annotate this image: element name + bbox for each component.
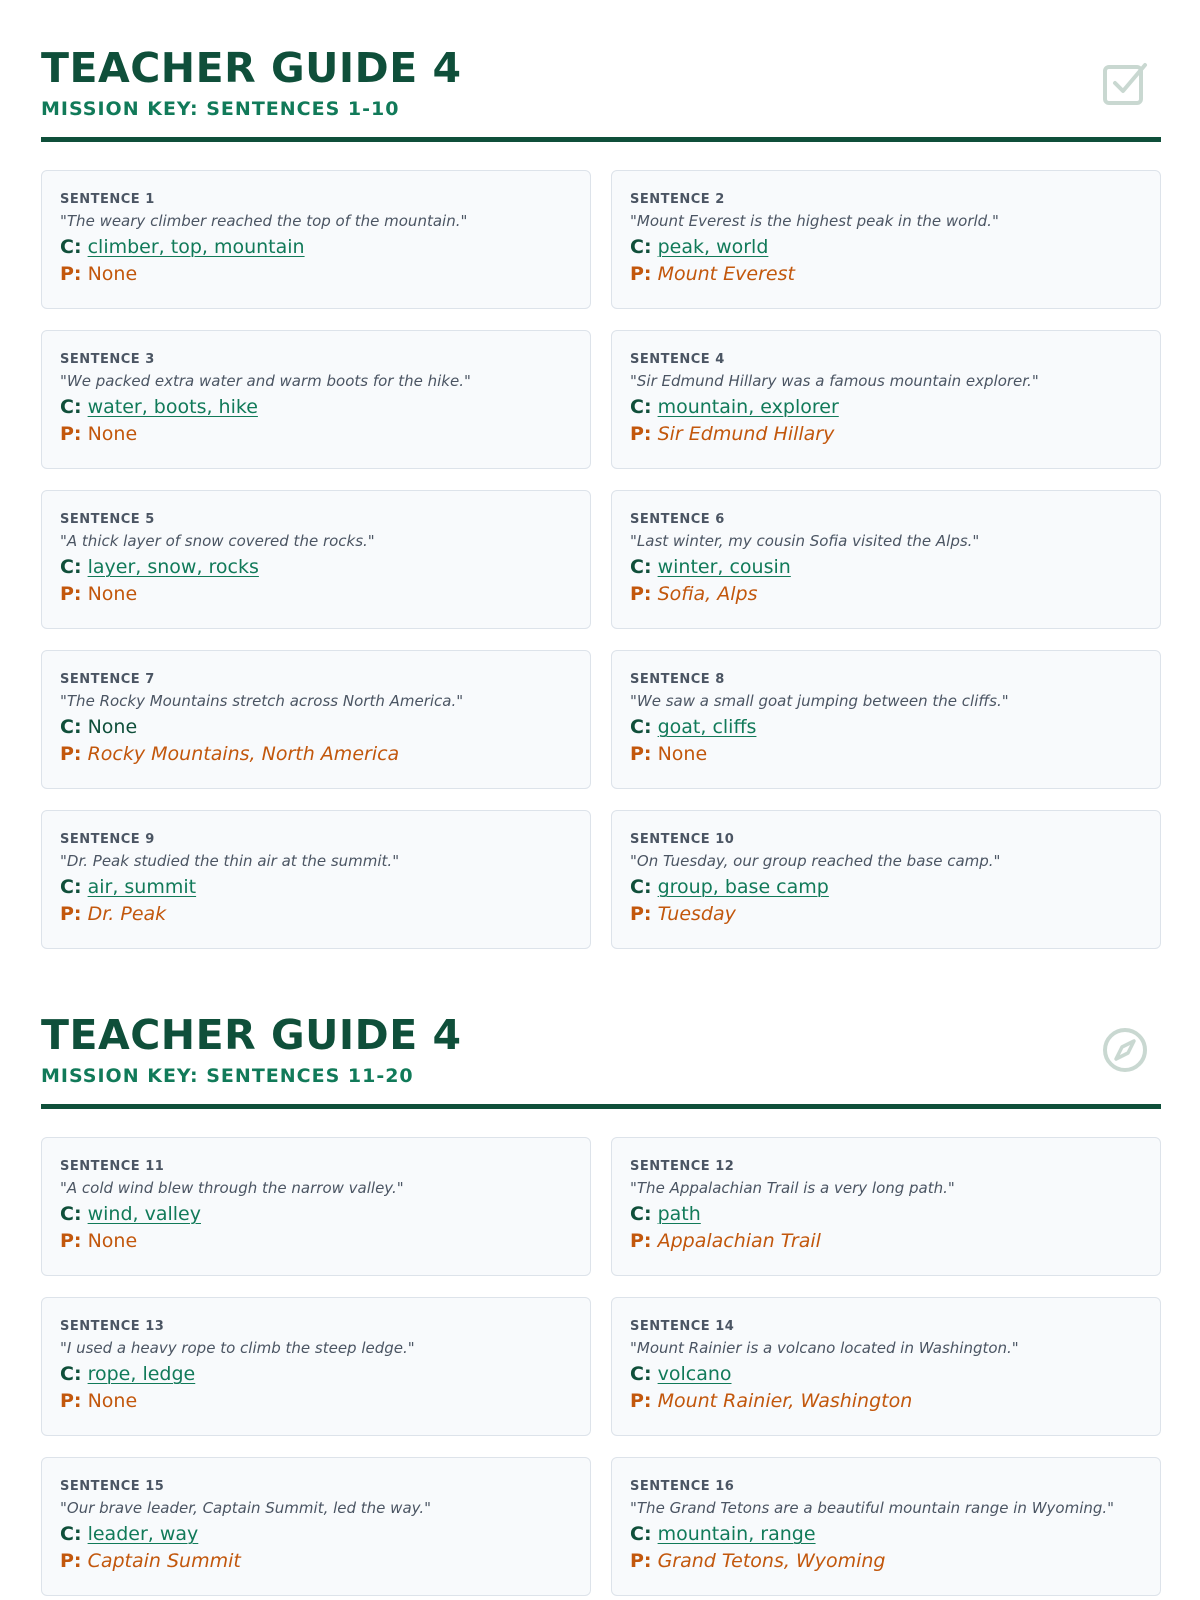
sentence-quote: "Mount Rainier is a volcano located in Washington."	[630, 1339, 1019, 1357]
proper-nouns-tag: P:	[60, 743, 82, 765]
common-nouns-line	[630, 1361, 1142, 1388]
proper-nouns-line	[60, 421, 572, 448]
common-nouns-tag: C:	[630, 1363, 652, 1385]
proper-nouns-line	[630, 421, 1142, 448]
common-nouns-line	[60, 394, 572, 421]
common-nouns-line	[630, 394, 1142, 421]
sentence-label: SENTENCE 1	[60, 192, 155, 207]
sentence-label: SENTENCE 4	[630, 352, 725, 367]
sentence-card	[611, 1457, 1161, 1596]
proper-nouns-tag: P:	[60, 1390, 82, 1412]
sentence-label: SENTENCE 5	[60, 512, 155, 527]
sentence-label: SENTENCE 3	[60, 352, 155, 367]
sentence-card	[41, 650, 591, 789]
common-nouns-line	[60, 1361, 572, 1388]
common-nouns-value: None	[87, 716, 138, 738]
common-nouns-line	[630, 554, 1142, 581]
sentence-quote: "A cold wind blew through the narrow valley."	[60, 1179, 404, 1197]
common-nouns-value: winter, cousin	[657, 556, 791, 578]
sentence-quote: "Dr. Peak studied the thin air at the summit."	[60, 852, 400, 870]
common-nouns-value: water, boots, hike	[87, 396, 258, 418]
common-nouns-value: group, base camp	[657, 876, 829, 898]
sentence-card	[41, 170, 591, 309]
common-nouns-tag: C:	[630, 556, 652, 578]
sentence-quote: "The Grand Tetons are a beautiful mountain range in Wyoming."	[630, 1499, 1115, 1517]
common-nouns-tag: C:	[60, 1363, 82, 1385]
sentence-label: SENTENCE 10	[630, 832, 735, 847]
sentence-quote: "The Rocky Mountains stretch across North America."	[60, 692, 464, 710]
proper-nouns-value: Sofia, Alps	[657, 583, 758, 605]
sentence-label: SENTENCE 15	[60, 1479, 165, 1494]
sentence-card	[611, 330, 1161, 469]
proper-nouns-line	[60, 741, 572, 768]
proper-nouns-line	[60, 1388, 572, 1415]
common-nouns-tag: C:	[60, 396, 82, 418]
common-nouns-tag: C:	[630, 396, 652, 418]
sentence-grid	[41, 170, 1161, 949]
proper-nouns-tag: P:	[630, 1390, 652, 1412]
proper-nouns-line	[630, 581, 1142, 608]
proper-nouns-line	[630, 1548, 1142, 1575]
proper-nouns-line	[60, 1228, 572, 1255]
sentence-card	[41, 1457, 591, 1596]
proper-nouns-tag: P:	[60, 1550, 82, 1572]
proper-nouns-value: Captain Summit	[87, 1550, 241, 1572]
sentence-quote: "Last winter, my cousin Sofia visited the Alps."	[630, 532, 980, 550]
proper-nouns-value: None	[87, 263, 138, 285]
mission-key-subtitle: MISSION KEY: SENTENCES 11-20	[41, 1065, 414, 1087]
sentence-label: SENTENCE 16	[630, 1479, 735, 1494]
proper-nouns-line	[630, 741, 1142, 768]
proper-nouns-value: Mount Everest	[657, 263, 795, 285]
common-nouns-line	[60, 874, 572, 901]
sentence-label: SENTENCE 9	[60, 832, 155, 847]
sentence-quote: "Sir Edmund Hillary was a famous mountain explorer."	[630, 372, 1039, 390]
common-nouns-value: goat, cliffs	[657, 716, 757, 738]
proper-nouns-value: Mount Rainier, Washington	[657, 1390, 913, 1412]
proper-nouns-value: Appalachian Trail	[657, 1230, 821, 1252]
sentence-card	[41, 1297, 591, 1436]
sentence-card	[41, 490, 591, 629]
sentence-label: SENTENCE 13	[60, 1319, 165, 1334]
proper-nouns-tag: P:	[630, 423, 652, 445]
proper-nouns-line	[630, 1228, 1142, 1255]
sentence-quote: "Our brave leader, Captain Summit, led the way."	[60, 1499, 432, 1517]
guide-section-1	[41, 44, 1161, 925]
common-nouns-value: air, summit	[87, 876, 197, 898]
checkbox-icon	[1101, 59, 1149, 107]
sentence-label: SENTENCE 6	[630, 512, 725, 527]
proper-nouns-tag: P:	[630, 903, 652, 925]
sentence-label: SENTENCE 14	[630, 1319, 735, 1334]
common-nouns-value: rope, ledge	[87, 1363, 196, 1385]
common-nouns-value: mountain, explorer	[657, 396, 839, 418]
page-title: TEACHER GUIDE 4	[41, 44, 462, 92]
common-nouns-line	[630, 1201, 1142, 1228]
proper-nouns-value: Dr. Peak	[87, 903, 167, 925]
sentence-quote: "The Appalachian Trail is a very long path."	[630, 1179, 955, 1197]
common-nouns-line	[60, 1201, 572, 1228]
proper-nouns-value: None	[87, 1230, 138, 1252]
sentence-label: SENTENCE 12	[630, 1159, 735, 1174]
header-divider	[41, 137, 1161, 142]
proper-nouns-line	[630, 261, 1142, 288]
common-nouns-line	[630, 1521, 1142, 1548]
sentence-quote: "On Tuesday, our group reached the base camp."	[630, 852, 1001, 870]
proper-nouns-line	[60, 581, 572, 608]
common-nouns-tag: C:	[60, 876, 82, 898]
common-nouns-tag: C:	[630, 876, 652, 898]
proper-nouns-value: None	[657, 743, 708, 765]
proper-nouns-tag: P:	[630, 1230, 652, 1252]
common-nouns-line	[60, 234, 572, 261]
header-divider	[41, 1104, 1161, 1109]
proper-nouns-value: Sir Edmund Hillary	[657, 423, 835, 445]
sentence-card	[41, 1137, 591, 1276]
common-nouns-tag: C:	[60, 1203, 82, 1225]
proper-nouns-tag: P:	[630, 743, 652, 765]
proper-nouns-value: Grand Tetons, Wyoming	[657, 1550, 886, 1572]
page-title: TEACHER GUIDE 4	[41, 1011, 462, 1059]
sentence-quote: "We packed extra water and warm boots for the hike."	[60, 372, 471, 390]
common-nouns-tag: C:	[630, 1203, 652, 1225]
common-nouns-line	[630, 234, 1142, 261]
sentence-quote: "Mount Everest is the highest peak in the world."	[630, 212, 999, 230]
proper-nouns-tag: P:	[630, 1550, 652, 1572]
proper-nouns-tag: P:	[60, 903, 82, 925]
common-nouns-line	[60, 554, 572, 581]
proper-nouns-tag: P:	[630, 263, 652, 285]
common-nouns-tag: C:	[60, 556, 82, 578]
proper-nouns-line	[630, 1388, 1142, 1415]
proper-nouns-line	[60, 1548, 572, 1575]
common-nouns-value: volcano	[657, 1363, 732, 1385]
sentence-quote: "I used a heavy rope to climb the steep ledge."	[60, 1339, 415, 1357]
common-nouns-tag: C:	[60, 716, 82, 738]
sentence-label: SENTENCE 7	[60, 672, 155, 687]
proper-nouns-tag: P:	[630, 583, 652, 605]
sentence-label: SENTENCE 11	[60, 1159, 165, 1174]
common-nouns-value: path	[657, 1203, 701, 1225]
common-nouns-tag: C:	[630, 716, 652, 738]
mission-key-subtitle: MISSION KEY: SENTENCES 1-10	[41, 98, 400, 120]
proper-nouns-value: None	[87, 583, 138, 605]
common-nouns-line	[630, 714, 1142, 741]
sentence-quote: "A thick layer of snow covered the rocks."	[60, 532, 375, 550]
guide-section-2	[41, 1011, 1161, 1572]
common-nouns-value: wind, valley	[87, 1203, 201, 1225]
proper-nouns-tag: P:	[60, 423, 82, 445]
proper-nouns-value: Rocky Mountains, North America	[87, 743, 400, 765]
sentence-label: SENTENCE 8	[630, 672, 725, 687]
proper-nouns-line	[60, 901, 572, 928]
proper-nouns-line	[630, 901, 1142, 928]
common-nouns-value: layer, snow, rocks	[87, 556, 259, 578]
common-nouns-value: climber, top, mountain	[87, 236, 305, 258]
compass-icon	[1101, 1026, 1149, 1074]
section-header	[41, 44, 1161, 144]
sentence-label: SENTENCE 2	[630, 192, 725, 207]
common-nouns-tag: C:	[630, 1523, 652, 1545]
section-header	[41, 1011, 1161, 1111]
sentence-quote: "The weary climber reached the top of the mountain."	[60, 212, 468, 230]
common-nouns-tag: C:	[60, 236, 82, 258]
sentence-card	[611, 650, 1161, 789]
proper-nouns-tag: P:	[60, 263, 82, 285]
common-nouns-line	[630, 874, 1142, 901]
sentence-card	[41, 330, 591, 469]
proper-nouns-value: None	[87, 423, 138, 445]
sentence-card	[41, 810, 591, 949]
common-nouns-tag: C:	[60, 1523, 82, 1545]
sentence-card	[611, 170, 1161, 309]
sentence-card	[611, 1297, 1161, 1436]
sentence-card	[611, 810, 1161, 949]
common-nouns-line	[60, 1521, 572, 1548]
common-nouns-value: leader, way	[87, 1523, 199, 1545]
common-nouns-value: peak, world	[657, 236, 769, 258]
proper-nouns-line	[60, 261, 572, 288]
common-nouns-tag: C:	[630, 236, 652, 258]
sentence-grid	[41, 1137, 1161, 1596]
proper-nouns-value: Tuesday	[657, 903, 736, 925]
sentence-card	[611, 1137, 1161, 1276]
sentence-quote: "We saw a small goat jumping between the cliffs."	[630, 692, 1009, 710]
proper-nouns-tag: P:	[60, 1230, 82, 1252]
common-nouns-value: mountain, range	[657, 1523, 816, 1545]
proper-nouns-tag: P:	[60, 583, 82, 605]
common-nouns-line	[60, 714, 572, 741]
proper-nouns-value: None	[87, 1390, 138, 1412]
sentence-card	[611, 490, 1161, 629]
